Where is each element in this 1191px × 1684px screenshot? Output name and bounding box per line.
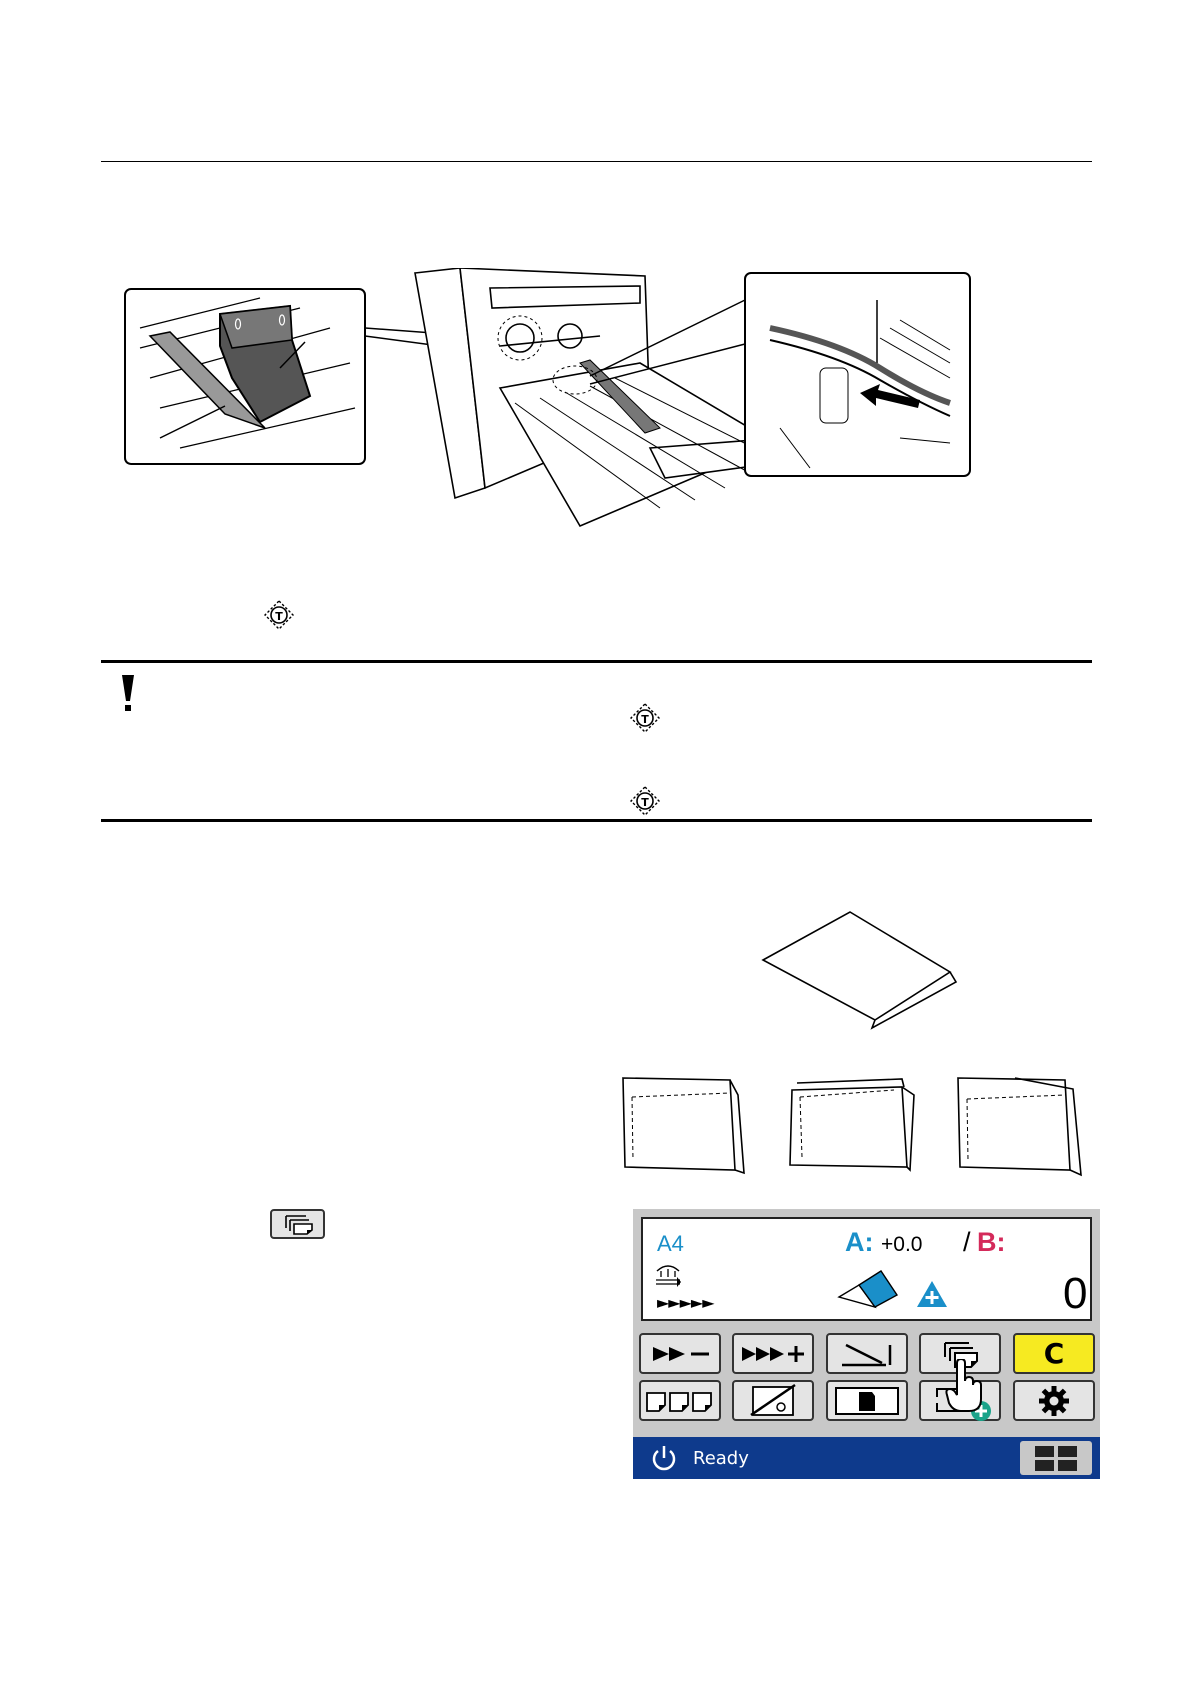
exclamation-icon (120, 675, 136, 713)
speed-indicator: ►►►►► (657, 1293, 714, 1312)
a-label: A: (845, 1227, 874, 1257)
separator: / (963, 1227, 971, 1257)
control-panel (633, 1209, 1100, 1479)
right-callout-box (745, 273, 970, 476)
caution-bottom-rule (101, 819, 1092, 822)
gear-icon (1037, 1384, 1071, 1418)
warning-plus-icon (915, 1279, 949, 1309)
fold-sample-2 (782, 1075, 922, 1175)
status-bar (633, 1437, 1100, 1479)
fold-sample-1 (620, 1075, 755, 1175)
tip-icon (264, 600, 294, 630)
header-rule (101, 161, 1092, 162)
panel-display (641, 1217, 1092, 1321)
clear-button[interactable] (1013, 1333, 1095, 1374)
svg-text:T: T (641, 713, 649, 726)
fold-pattern-button[interactable] (639, 1380, 721, 1421)
folded-sheet-illustration (760, 910, 965, 1030)
clear-button-label: C (1043, 1337, 1065, 1370)
caution-top-rule (101, 660, 1092, 663)
grid-menu-icon (1020, 1441, 1092, 1475)
memory-card-button[interactable] (826, 1380, 908, 1421)
test-fold-button[interactable] (732, 1380, 814, 1421)
settings-button[interactable] (1013, 1380, 1095, 1421)
stack-fold-icon (270, 1209, 325, 1239)
paper-feed-illustration (120, 268, 1060, 576)
tip-icon (630, 703, 660, 733)
fold-sample-3 (955, 1075, 1090, 1180)
a-value: +0.0 (881, 1233, 923, 1256)
menu-button[interactable] (1020, 1441, 1092, 1475)
fold-type-icon (835, 1267, 901, 1311)
air-feed-icon (653, 1263, 683, 1289)
speed-up-button[interactable] (732, 1333, 814, 1374)
counter: 0 (1063, 1269, 1088, 1318)
speed-down-button[interactable] (639, 1333, 721, 1374)
fold-adjust-button[interactable] (826, 1333, 908, 1374)
svg-text:T: T (641, 796, 649, 809)
tip-icon (630, 786, 660, 816)
b-label: B: (977, 1227, 1006, 1257)
svg-text:T: T (275, 610, 283, 623)
status-text: Ready (693, 1448, 749, 1469)
power-icon[interactable] (649, 1443, 679, 1473)
paper-size-label: A4 (657, 1231, 684, 1256)
pointer-hand-icon (945, 1359, 985, 1413)
